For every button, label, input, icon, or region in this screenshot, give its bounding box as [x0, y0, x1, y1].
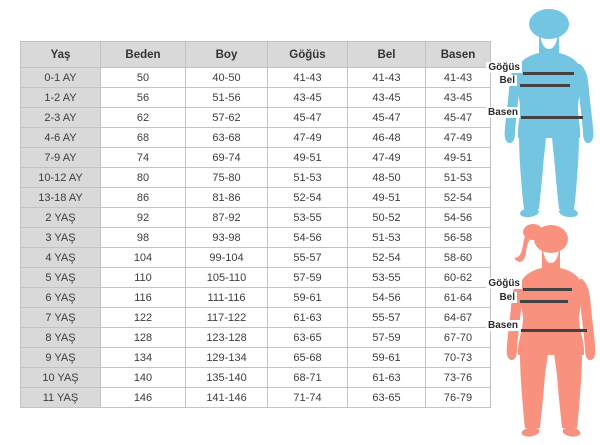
- value-cell: 50-52: [348, 208, 426, 228]
- girl-right-leg: [554, 353, 582, 428]
- value-cell: 98: [101, 228, 186, 248]
- value-cell: 76-79: [426, 388, 491, 408]
- size-table: [20, 41, 491, 408]
- value-cell: 70-73: [426, 348, 491, 368]
- value-cell: 146: [101, 388, 186, 408]
- girl-torso: [518, 267, 584, 355]
- header-size: Beden: [101, 42, 186, 68]
- value-cell: 92: [101, 208, 186, 228]
- value-cell: 135-140: [186, 368, 268, 388]
- value-cell: 45-47: [348, 108, 426, 128]
- age-cell: 4-6 AY: [21, 128, 101, 148]
- value-cell: 59-61: [348, 348, 426, 368]
- boy-hip-line: [521, 116, 583, 119]
- value-cell: 53-55: [268, 208, 348, 228]
- value-cell: 73-76: [426, 368, 491, 388]
- table-row: [21, 88, 491, 108]
- value-cell: 41-43: [426, 68, 491, 88]
- table-row: [21, 168, 491, 188]
- table-row: [21, 128, 491, 148]
- value-cell: 134: [101, 348, 186, 368]
- age-cell: 1-2 AY: [21, 88, 101, 108]
- table-row: [21, 188, 491, 208]
- value-cell: 67-70: [426, 328, 491, 348]
- value-cell: 51-53: [268, 168, 348, 188]
- value-cell: 93-98: [186, 228, 268, 248]
- value-cell: 47-49: [268, 128, 348, 148]
- value-cell: 48-50: [348, 168, 426, 188]
- value-cell: 50: [101, 68, 186, 88]
- value-cell: 43-45: [348, 88, 426, 108]
- value-cell: 99-104: [186, 248, 268, 268]
- age-cell: 2-3 AY: [21, 108, 101, 128]
- value-cell: 141-146: [186, 388, 268, 408]
- value-cell: 54-56: [426, 208, 491, 228]
- value-cell: 63-68: [186, 128, 268, 148]
- table-row: [21, 68, 491, 88]
- girl-right-foot: [562, 426, 581, 437]
- age-cell: 6 YAŞ: [21, 288, 101, 308]
- header-row: [21, 42, 491, 68]
- size-table-header: [21, 42, 491, 68]
- table-row: [21, 388, 491, 408]
- value-cell: 116: [101, 288, 186, 308]
- value-cell: 140: [101, 368, 186, 388]
- table-row: [21, 348, 491, 368]
- table-row: [21, 308, 491, 328]
- value-cell: 117-122: [186, 308, 268, 328]
- value-cell: 63-65: [268, 328, 348, 348]
- value-cell: 65-68: [268, 348, 348, 368]
- value-cell: 51-56: [186, 88, 268, 108]
- boy-torso: [516, 52, 582, 138]
- age-cell: 11 YAŞ: [21, 388, 101, 408]
- value-cell: 64-67: [426, 308, 491, 328]
- age-cell: 13-18 AY: [21, 188, 101, 208]
- value-cell: 51-53: [426, 168, 491, 188]
- boy-waist-label: Bel: [499, 75, 515, 86]
- value-cell: 53-55: [348, 268, 426, 288]
- value-cell: 49-51: [348, 188, 426, 208]
- value-cell: 56: [101, 88, 186, 108]
- table-row: [21, 288, 491, 308]
- age-cell: 4 YAŞ: [21, 248, 101, 268]
- value-cell: 75-80: [186, 168, 268, 188]
- value-cell: 51-53: [348, 228, 426, 248]
- age-cell: 10-12 AY: [21, 168, 101, 188]
- value-cell: 49-51: [268, 148, 348, 168]
- age-cell: 10 YAŞ: [21, 368, 101, 388]
- table-row: [21, 108, 491, 128]
- size-table-body: [21, 68, 491, 408]
- value-cell: 74: [101, 148, 186, 168]
- value-cell: 62: [101, 108, 186, 128]
- value-cell: 47-49: [426, 128, 491, 148]
- age-cell: 3 YAŞ: [21, 228, 101, 248]
- value-cell: 69-74: [186, 148, 268, 168]
- age-cell: 5 YAŞ: [21, 268, 101, 288]
- value-cell: 57-62: [186, 108, 268, 128]
- value-cell: 52-54: [426, 188, 491, 208]
- value-cell: 129-134: [186, 348, 268, 368]
- value-cell: 55-57: [348, 308, 426, 328]
- age-cell: 8 YAŞ: [21, 328, 101, 348]
- value-cell: 55-57: [268, 248, 348, 268]
- boy-right-leg: [552, 134, 579, 209]
- value-cell: 41-43: [348, 68, 426, 88]
- table-row: [21, 228, 491, 248]
- boy-left-leg: [519, 134, 546, 209]
- table-row: [21, 328, 491, 348]
- value-cell: 81-86: [186, 188, 268, 208]
- table-row: [21, 368, 491, 388]
- value-cell: 61-63: [268, 308, 348, 328]
- boy-head: [529, 9, 569, 39]
- age-cell: 7 YAŞ: [21, 308, 101, 328]
- girl-chest-label: Göğüs: [488, 278, 520, 289]
- header-chest: Göğüs: [268, 42, 348, 68]
- value-cell: 105-110: [186, 268, 268, 288]
- value-cell: 110: [101, 268, 186, 288]
- header-waist: Bel: [348, 42, 426, 68]
- age-cell: 2 YAŞ: [21, 208, 101, 228]
- boy-waist-line: [520, 84, 570, 87]
- value-cell: 57-59: [268, 268, 348, 288]
- header-hip: Basen: [426, 42, 491, 68]
- value-cell: 122: [101, 308, 186, 328]
- value-cell: 61-64: [426, 288, 491, 308]
- value-cell: 52-54: [268, 188, 348, 208]
- table-row: [21, 148, 491, 168]
- value-cell: 56-58: [426, 228, 491, 248]
- value-cell: 57-59: [348, 328, 426, 348]
- value-cell: 86: [101, 188, 186, 208]
- table-row: [21, 268, 491, 288]
- value-cell: 43-45: [268, 88, 348, 108]
- value-cell: 104: [101, 248, 186, 268]
- header-age: Yaş: [21, 42, 101, 68]
- value-cell: 68: [101, 128, 186, 148]
- girl-chest-line: [523, 288, 572, 291]
- boy-chest-line: [523, 72, 574, 75]
- value-cell: 63-65: [348, 388, 426, 408]
- value-cell: 54-56: [268, 228, 348, 248]
- value-cell: 58-60: [426, 248, 491, 268]
- girl-hip-line: [521, 329, 587, 332]
- value-cell: 71-74: [268, 388, 348, 408]
- girl-silhouette: [492, 223, 600, 441]
- value-cell: 123-128: [186, 328, 268, 348]
- boy-hip-label: Basen: [487, 107, 518, 118]
- value-cell: 60-62: [426, 268, 491, 288]
- value-cell: 80: [101, 168, 186, 188]
- value-cell: 45-47: [426, 108, 491, 128]
- girl-left-leg: [520, 353, 548, 428]
- value-cell: 52-54: [348, 248, 426, 268]
- boy-chest-label: Göğüs: [488, 62, 520, 73]
- value-cell: 128: [101, 328, 186, 348]
- value-cell: 54-56: [348, 288, 426, 308]
- value-cell: 45-47: [268, 108, 348, 128]
- girl-left-foot: [521, 426, 540, 437]
- table-row: [21, 208, 491, 228]
- girl-head: [534, 225, 568, 253]
- header-height: Boy: [186, 42, 268, 68]
- age-cell: 0-1 AY: [21, 68, 101, 88]
- table-row: [21, 248, 491, 268]
- value-cell: 40-50: [186, 68, 268, 88]
- value-cell: 47-49: [348, 148, 426, 168]
- value-cell: 43-45: [426, 88, 491, 108]
- value-cell: 61-63: [348, 368, 426, 388]
- value-cell: 41-43: [268, 68, 348, 88]
- value-cell: 49-51: [426, 148, 491, 168]
- value-cell: 59-61: [268, 288, 348, 308]
- girl-hip-label: Basen: [487, 320, 518, 331]
- age-cell: 7-9 AY: [21, 148, 101, 168]
- value-cell: 87-92: [186, 208, 268, 228]
- age-cell: 9 YAŞ: [21, 348, 101, 368]
- value-cell: 111-116: [186, 288, 268, 308]
- girl-waist-line: [520, 300, 568, 303]
- girl-waist-label: Bel: [499, 292, 515, 303]
- value-cell: 46-48: [348, 128, 426, 148]
- value-cell: 68-71: [268, 368, 348, 388]
